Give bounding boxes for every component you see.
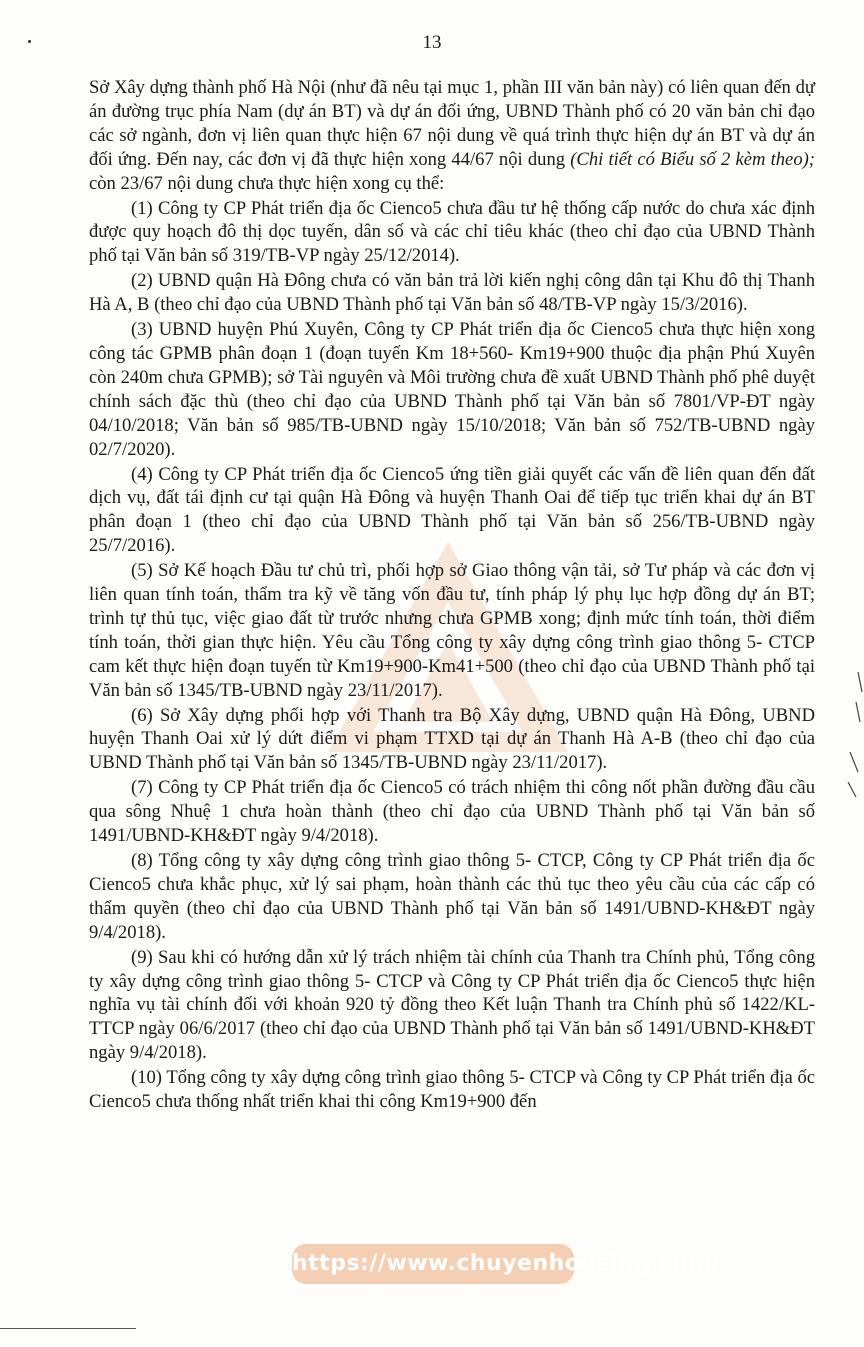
paragraph-text: (10) Tổng công ty xây dựng công trình giao thông 5- CTCP và Công ty CP Phát triển địa ốc Cienco5 chưa thống nhất triển khai thi công Km19+900 đến	[89, 1067, 815, 1113]
paragraph	[89, 76, 815, 196]
paragraph-text: (4) Công ty CP Phát triển địa ốc Cienco5 ứng tiền giải quyết các vấn đề liên quan đến đất dịch vụ, đất tái định cư tại quận Hà Đông và huyện Thanh Oai để tiếp tục triển khai dự án BT phân đoạn 1 (theo chỉ đạo của UBND Thành phố tại Văn bản số 256/TB-UBND ngày 25/7/2016).	[89, 463, 815, 557]
paragraph	[89, 269, 815, 317]
paragraph	[89, 197, 815, 269]
paragraph-text: (1) Công ty CP Phát triển địa ốc Cienco5 chưa đầu tư hệ thống cấp nước do chưa xác định được quy hoạch đô thị dọc tuyến, dân số và các chỉ tiêu khác (theo chỉ đạo của UBND Thành phố tại Văn bản số 319/TB-VP ngày 25/12/2014).	[89, 197, 815, 267]
italic-text: (Chi tiết có Biểu số 2 kèm theo);	[570, 148, 815, 170]
paragraph-text: (2) UBND quận Hà Đông chưa có văn bản trả lời kiến nghị công dân tại Khu đô thị Thanh Hà A, B (theo chỉ đạo của UBND Thành phố tại Văn bản số 48/TB-VP ngày 15/3/2016).	[89, 270, 815, 316]
paragraph	[89, 946, 815, 1066]
paragraph	[89, 463, 815, 559]
paragraph-text: (6) Sở Xây dựng phối hợp với Thanh tra Bộ Xây dựng, UBND quận Hà Đông, UBND huyện Thanh Oai xử lý dứt điểm vi phạm TTXD tại dự án Thanh Hà A-B (theo chỉ đạo của UBND Thành phố tại Văn bản số 1345/TB-UBND ngày 23/11/2017).	[89, 704, 815, 774]
page-number: 13	[422, 32, 442, 53]
paragraph-text: (5) Sở Kế hoạch Đầu tư chủ trì, phối hợp sở Giao thông vận tải, sở Tư pháp và các đơn vị liên quan tính toán, thẩm tra kỹ về tăng vốn đầu tư, tính pháp lý phụ lục hợp đồng dự án BT; trình tự thủ tục, việc giao đất từ trước nhưng chưa GPMB xong; định mức tính toán, thời điểm tính toán, thời gian thực hiện. Yêu cầu Tổng công ty xây dựng công trình giao thông 5- CTCP cam kết thực hiện đoạn tuyến từ Km19+900-Km41+500 (theo chỉ đạo của UBND Thành phố tại Văn bản số 1345/TB-UBND ngày 23/11/2017).	[89, 560, 815, 701]
paragraph	[89, 776, 815, 848]
footer-rule	[0, 1328, 136, 1329]
paragraph	[89, 704, 815, 776]
paragraph	[89, 318, 815, 461]
paragraph	[89, 559, 815, 702]
paragraph-text: (9) Sau khi có hướng dẫn xử lý trách nhiệm tài chính của Thanh tra Chính phủ, Tổng công ty xây dựng công trình giao thông 5- CTCP và Công ty CP Phát triển địa ốc Cienco5 thực hiện nghĩa vụ tài chính đối với khoản 920 tỷ đồng theo Kết luận Thanh tra Chính phủ số 1422/KL-TTCP ngày 06/6/2017 (theo chỉ đạo của UBND Thành phố tại Văn bản số 1491/UBND-KH&ĐT ngày 9/4/2018).	[89, 946, 815, 1064]
paragraph	[89, 1066, 815, 1114]
scan-edge-marks	[838, 662, 864, 802]
paragraph-text: còn 23/67 nội dung chưa thực hiện xong cụ thể:	[89, 172, 445, 194]
paragraph	[89, 849, 815, 945]
paragraph-text: (8) Tổng công ty xây dựng công trình giao thông 5- CTCP, Công ty CP Phát triển địa ốc Cienco5 chưa khắc phục, xử lý sai phạm, hoàn thành các thủ tục theo yêu cầu của các cấp có thẩm quyền (theo chỉ đạo của UBND Thành phố tại Văn bản số 1491/UBND-KH&ĐT ngày 9/4/2018).	[89, 850, 815, 943]
document-body	[89, 76, 815, 1115]
watermark-url: https://www.chuyenhousing.com/	[292, 1244, 574, 1284]
paragraph-text: (7) Công ty CP Phát triển địa ốc Cienco5 có trách nhiệm thi công nốt phần đường đầu cầu qua sông Nhuệ 1 chưa hoàn thành (theo chỉ đạo của UBND Thành phố tại Văn bản số 1491/UBND-KH&ĐT ngày 9/4/2018).	[89, 777, 815, 847]
paragraph-text: (3) UBND huyện Phú Xuyên, Công ty CP Phát triển địa ốc Cienco5 chưa thực hiện xong công tác GPMB phân đoạn 1 (đoạn tuyến Km 18+560- Km19+900 thuộc địa phận Phú Xuyên còn 240m chưa GPMB); sở Tài nguyên và Môi trường chưa đề xuất UBND Thành phố phê duyệt chính sách đặc thù (theo chỉ đạo của UBND Thành phố tại Văn bản số 7801/VP-ĐT ngày 04/10/2018; Văn bản số 985/TB-UBND ngày 15/10/2018; Văn bản số 752/TB-UBND ngày 02/7/2020).	[89, 319, 815, 460]
paragraph-text: Sở Xây dựng thành phố Hà Nội (như đã nêu tại mục 1, phần III văn bản này) có liên quan đến dự án đường trục phía Nam (dự án BT) và dự án đối ứng, UBND Thành phố có 20 văn bản chỉ đạo các sở ngành, đơn vị liên quan thực hiện 67 nội dung về quá trình thực hiện dự án BT và dự án đối ứng. Đến nay, các đơn vị đã thực hiện xong 44/67 nội dung	[89, 77, 815, 170]
